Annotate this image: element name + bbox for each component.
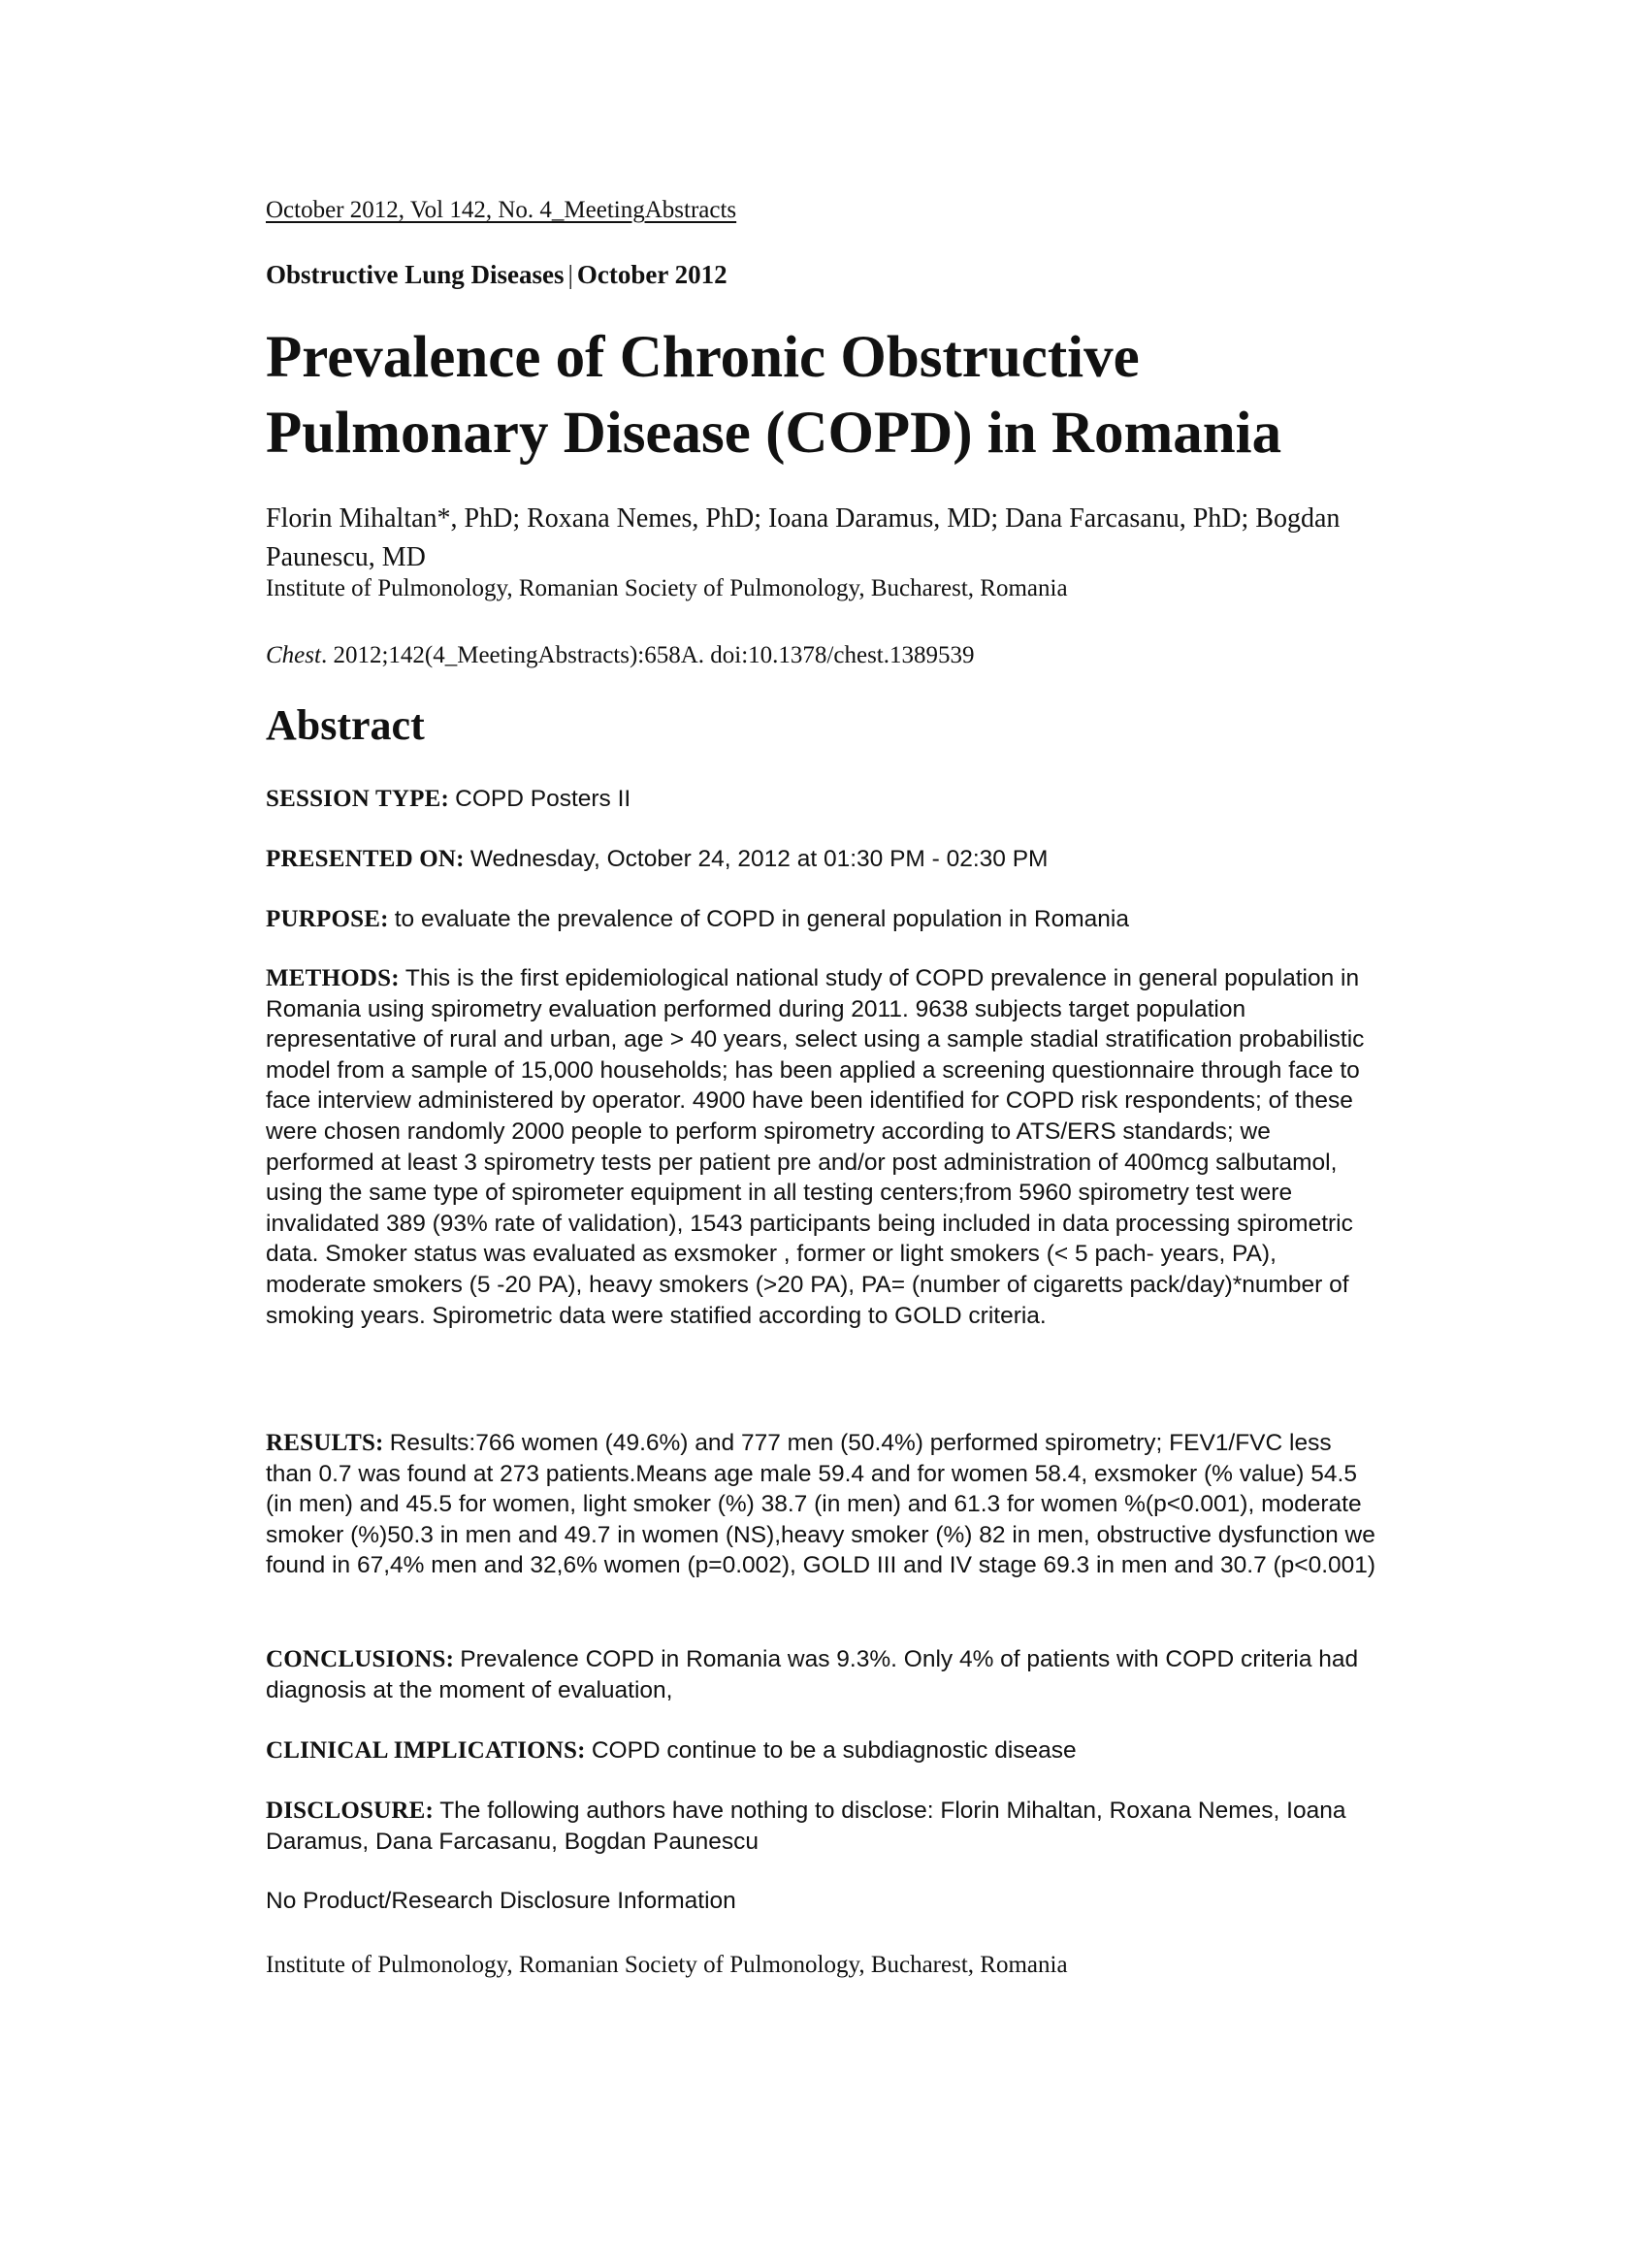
citation	[266, 642, 975, 669]
disclosure-label: DISCLOSURE:	[266, 1798, 435, 1824]
session-type-label: SESSION TYPE:	[266, 786, 450, 812]
product-disclosure: No Product/Research Disclosure Information	[266, 1888, 736, 1914]
purpose-label: PURPOSE:	[266, 906, 389, 932]
section-separator: |	[567, 260, 573, 289]
purpose-field	[266, 904, 1381, 935]
presented-on-label: PRESENTED ON:	[266, 846, 465, 872]
citation-details: . 2012;142(4_MeetingAbstracts):658A. doi:10.1378/chest.1389539	[320, 642, 975, 668]
presented-on-value: Wednesday, October 24, 2012 at 01:30 PM - 02:30 PM	[469, 846, 1049, 872]
citation-journal: Chest	[266, 642, 321, 668]
section-date: October 2012	[576, 260, 728, 289]
methods-label: METHODS:	[266, 965, 400, 991]
section-name: Obstructive Lung Diseases	[266, 260, 565, 289]
disclosure-field	[266, 1796, 1381, 1857]
section-line	[266, 260, 728, 290]
session-type-value: COPD Posters II	[455, 786, 631, 812]
abstract-heading: Abstract	[266, 701, 425, 749]
presented-on-field	[266, 844, 1381, 875]
clinical-implications-field	[266, 1735, 1381, 1766]
author-affiliation: Institute of Pulmonology, Romanian Society of Pulmonology, Bucharest, Romania	[266, 575, 1068, 601]
journal-issue-link[interactable]: October 2012, Vol 142, No. 4_MeetingAbstracts	[266, 197, 737, 223]
clinical-implications-label: CLINICAL IMPLICATIONS:	[266, 1737, 586, 1764]
results-field	[266, 1428, 1381, 1581]
methods-value: This is the first epidemiological national study of COPD prevalence in general population in Romania using spirometry evaluation performed during 2011. 9638 subjects target population representative of rural and urban, age > 40 years, select using a sample stadial stratification probabilistic model from a sample of 15,000 households; has been applied a screening questionnaire through face to face interview administered by operator. 4900 have been identified for COPD risk respondents; of these were chosen randomly 2000 people to perform spirometry according to ATS/ERS standards; we performed at least 3 spirometry tests per patient pre and/or post administration of 400mcg salbutamol, using the same type of spirometer equipment in all testing centers;from 5960 spirometry test were invalidated 389 (93% rate of validation), 1543 participants being included in data processing spirometric data. Smoker status was evaluated as exsmoker , former or light smokers (< 5 pach- years, PA), moderate smokers (5 -20 PA), heavy smokers (>20 PA), PA= (number of cigaretts pack/day)*number of smoking years. Spirometric data were statified according to GOLD criteria.	[266, 965, 1365, 1329]
article-title: Prevalence of Chronic Obstructive Pulmonary Disease (COPD) in Romania	[266, 325, 1282, 466]
author-list: Florin Mihaltan*, PhD; Roxana Nemes, PhD; Ioana Daramus, MD; Dana Farcasanu, PhD; Bogdan Paunescu, MD	[266, 503, 1341, 572]
conclusions-field	[266, 1644, 1381, 1705]
clinical-implications-value: COPD continue to be a subdiagnostic disease	[591, 1737, 1077, 1764]
conclusions-label: CONCLUSIONS:	[266, 1646, 455, 1672]
footer-affiliation: Institute of Pulmonology, Romanian Society of Pulmonology, Bucharest, Romania	[266, 1952, 1068, 1978]
results-value: Results:766 women (49.6%) and 777 men (50.4%) performed spirometry; FEV1/FVC less than 0.7 was found at 273 patients.Means age male 59.4 and for women 58.4, exsmoker (% value) 54.5 (in men) and 45.5 for women, light smoker (%) 38.7 (in men) and 61.3 for women %(p<0.001), moderate smoker (%)50.3 in men and 49.7 in women (NS),heavy smoker (%) 82 in men, obstructive dysfunction we found in 67,4% men and 32,6% women (p=0.002), GOLD III and IV stage 69.3 in men and 30.7 (p<0.001)	[266, 1430, 1376, 1579]
results-label: RESULTS:	[266, 1430, 384, 1456]
methods-field	[266, 963, 1381, 1331]
session-type-field	[266, 784, 1381, 815]
conclusions-value: Prevalence COPD in Romania was 9.3%. Only 4% of patients with COPD criteria had diagnosis at the moment of evaluation,	[266, 1646, 1359, 1703]
disclosure-value: The following authors have nothing to disclose: Florin Mihaltan, Roxana Nemes, Ioana Daramus, Dana Farcasanu, Bogdan Paunescu	[266, 1798, 1346, 1855]
purpose-value: to evaluate the prevalence of COPD in general population in Romania	[394, 906, 1129, 932]
